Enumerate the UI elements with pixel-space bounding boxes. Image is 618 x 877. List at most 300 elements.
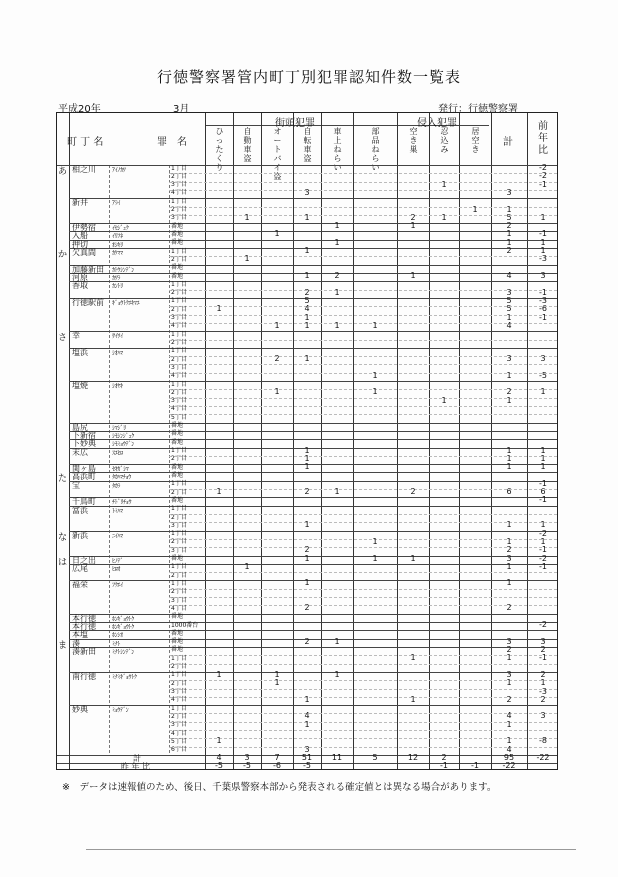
count-cell: 1 bbox=[304, 271, 310, 281]
crime-column-header: 自転車盗 bbox=[303, 127, 312, 163]
count-cell: 3 bbox=[304, 744, 310, 754]
count-cell: 1 bbox=[244, 561, 250, 571]
count-cell: 5 bbox=[506, 295, 512, 305]
issuer-label: 発行：行徳警察署 bbox=[438, 104, 518, 115]
town-name: 香取 bbox=[72, 281, 88, 291]
chome-label: 番地 bbox=[171, 239, 184, 247]
chome-label: 3丁目 bbox=[171, 596, 187, 604]
count-cell: 2 bbox=[540, 694, 546, 704]
count-cell: 2 bbox=[506, 545, 512, 555]
chome-label: 番地 bbox=[171, 272, 184, 280]
town-kana: ﾐﾅﾐｷﾞｮｳﾄｸ bbox=[112, 673, 137, 681]
row-divider bbox=[169, 697, 557, 698]
column-rule bbox=[69, 113, 70, 769]
count-cell: 4 bbox=[304, 711, 310, 721]
count-cell: 4 bbox=[506, 711, 512, 721]
town-name: 宝 bbox=[72, 480, 80, 490]
town-divider bbox=[69, 497, 557, 498]
town-divider bbox=[69, 506, 557, 507]
count-cell: 3 bbox=[304, 187, 310, 197]
chome-label: 番地 bbox=[171, 264, 184, 272]
count-cell: 1 bbox=[506, 736, 512, 746]
count-cell: 1 bbox=[410, 271, 416, 281]
count-cell: -1 bbox=[539, 287, 547, 297]
town-kana: ｾｷｶﾞｼﾏ bbox=[112, 466, 129, 474]
chome-label: 番地 bbox=[171, 471, 184, 479]
town-kana: ｶﾜﾗ bbox=[112, 275, 121, 283]
row-divider bbox=[169, 315, 557, 316]
total-value: 11 bbox=[331, 753, 343, 762]
town-divider bbox=[69, 705, 557, 706]
town-name: 本行徳 bbox=[72, 622, 96, 632]
chome-label: 2丁目 bbox=[171, 289, 187, 297]
column-rule bbox=[527, 113, 528, 769]
count-cell: 1 bbox=[372, 387, 378, 397]
count-cell: 1 bbox=[244, 212, 250, 222]
count-cell: 1 bbox=[506, 561, 512, 571]
town-divider bbox=[69, 281, 557, 282]
town-name: 湊 bbox=[72, 638, 80, 648]
totals-label: 計 bbox=[133, 754, 141, 763]
row-divider bbox=[169, 589, 557, 590]
chome-label: 1丁目 bbox=[171, 671, 187, 679]
chome-label: 2丁目 bbox=[171, 388, 187, 396]
count-cell: 4 bbox=[506, 320, 512, 330]
count-cell: -1 bbox=[539, 495, 547, 505]
town-kana: ｼｵﾊﾏ bbox=[112, 349, 123, 357]
chome-label: 2丁目 bbox=[171, 538, 187, 546]
crime-column-header: オートバイ盗 bbox=[273, 127, 282, 181]
town-name: 富浜 bbox=[72, 505, 88, 515]
count-cell: 1 bbox=[274, 669, 280, 679]
row-divider bbox=[169, 389, 557, 390]
chome-label: 1丁目 bbox=[171, 347, 187, 355]
town-divider bbox=[69, 481, 557, 482]
count-cell: 1 bbox=[506, 453, 512, 463]
town-name: 千鳥町 bbox=[72, 497, 96, 507]
town-kana: ｲｾｼﾞｭｸ bbox=[112, 225, 129, 233]
count-cell: -1 bbox=[539, 312, 547, 322]
town-kana: ｶｹﾏﾏ bbox=[112, 250, 123, 258]
chome-label: 1丁目 bbox=[171, 579, 187, 587]
count-cell: 1 bbox=[334, 669, 340, 679]
section-label: ま bbox=[58, 640, 68, 651]
section-label: か bbox=[58, 250, 68, 261]
town-divider bbox=[69, 622, 557, 623]
count-cell: 1 bbox=[441, 212, 447, 222]
count-cell: 1 bbox=[506, 678, 512, 688]
total-column-header: 計 bbox=[503, 137, 513, 148]
row-divider bbox=[169, 414, 557, 415]
count-cell: 2 bbox=[304, 603, 310, 613]
column-rule bbox=[233, 113, 234, 769]
count-cell: -5 bbox=[539, 370, 547, 380]
chome-label: 2丁目 bbox=[171, 355, 187, 363]
count-cell: 1 bbox=[506, 653, 512, 663]
count-cell: 1 bbox=[506, 395, 512, 405]
town-kana: ｻｲﾜｲ bbox=[112, 333, 123, 341]
section-label: は bbox=[58, 557, 68, 568]
chome-label: 2丁目 bbox=[171, 571, 187, 579]
row-divider bbox=[169, 713, 557, 714]
town-kana: ﾐﾅﾄｼﾝﾃﾞﾝ bbox=[112, 648, 134, 656]
count-cell: 2 bbox=[334, 271, 340, 281]
count-cell: 1 bbox=[274, 387, 280, 397]
count-cell: 2 bbox=[410, 212, 416, 222]
town-divider bbox=[69, 331, 557, 332]
town-divider bbox=[69, 439, 557, 440]
count-cell: 1 bbox=[304, 694, 310, 704]
chome-label: 番地 bbox=[171, 463, 184, 471]
chome-label: 3丁目 bbox=[171, 721, 187, 729]
count-cell: 2 bbox=[304, 287, 310, 297]
count-cell: 1 bbox=[304, 312, 310, 322]
row-divider bbox=[169, 323, 557, 324]
town-name: 幸 bbox=[72, 331, 80, 341]
town-name: 伊勢宿 bbox=[72, 223, 96, 233]
chome-label: 4丁目 bbox=[171, 372, 187, 380]
chome-label: 番地 bbox=[171, 422, 184, 430]
count-cell: 1 bbox=[216, 736, 222, 746]
chome-label: 1丁目 bbox=[171, 447, 187, 455]
column-rule bbox=[205, 113, 206, 769]
town-name: 塩浜 bbox=[72, 347, 88, 357]
chome-label: 2丁目 bbox=[171, 588, 187, 596]
town-kana: ﾄﾐﾊﾏ bbox=[112, 507, 123, 515]
column-rule bbox=[293, 113, 294, 769]
count-cell: -1 bbox=[539, 561, 547, 571]
count-cell: 2 bbox=[506, 603, 512, 613]
count-cell: 1 bbox=[274, 320, 280, 330]
town-kana: ｷﾞｮｳﾄｸｴｷﾏｴ bbox=[112, 299, 140, 307]
count-cell: 1 bbox=[540, 462, 546, 472]
town-name: 妙典 bbox=[72, 705, 88, 715]
total-value: 3 bbox=[244, 753, 250, 762]
count-cell: 5 bbox=[506, 212, 512, 222]
count-cell: 1 bbox=[540, 237, 546, 247]
chome-label: 2丁目 bbox=[171, 255, 187, 263]
street-crime-header: 街頭犯罪 bbox=[275, 118, 315, 129]
count-cell: 1 bbox=[216, 304, 222, 314]
count-cell: 1 bbox=[304, 719, 310, 729]
crime-column-header: 居空き bbox=[471, 127, 480, 154]
town-name: 高浜町 bbox=[72, 472, 96, 482]
count-cell: 1 bbox=[410, 694, 416, 704]
total-value: 5 bbox=[372, 753, 378, 762]
column-rule bbox=[429, 113, 430, 769]
town-divider bbox=[69, 265, 557, 266]
count-cell: 1 bbox=[304, 520, 310, 530]
chome-label: 1丁目 bbox=[171, 280, 187, 288]
town-kana: ﾀｶﾊﾏﾁｮｳ bbox=[112, 474, 131, 482]
count-cell: 3 bbox=[506, 636, 512, 646]
town-name: 河原 bbox=[72, 273, 88, 283]
yoy-value: -5 bbox=[303, 761, 311, 770]
chome-label: 4丁目 bbox=[171, 729, 187, 737]
count-cell: -1 bbox=[539, 478, 547, 488]
row-divider bbox=[169, 398, 557, 399]
row-divider bbox=[169, 256, 557, 257]
count-cell: 1 bbox=[304, 354, 310, 364]
chome-label: 番地 bbox=[171, 230, 184, 238]
chome-label: 番地 bbox=[171, 222, 184, 230]
count-cell: 2 bbox=[274, 354, 280, 364]
crime-column-header: 部品ねらい bbox=[371, 127, 380, 172]
town-kana: ｼﾏｼﾞﾘ bbox=[112, 424, 126, 432]
chome-label: 2丁目 bbox=[171, 172, 187, 180]
row-divider bbox=[169, 747, 557, 748]
chome-label: 番地 bbox=[171, 646, 184, 654]
chome-label: 3丁目 bbox=[171, 397, 187, 405]
count-cell: 1 bbox=[372, 553, 378, 563]
count-cell: 1 bbox=[274, 678, 280, 688]
count-cell: 3 bbox=[506, 187, 512, 197]
count-cell: 1 bbox=[506, 536, 512, 546]
yoy-value: -5 bbox=[215, 761, 223, 770]
row-divider bbox=[169, 182, 557, 183]
count-cell: 1 bbox=[540, 536, 546, 546]
count-cell: 1 bbox=[304, 246, 310, 256]
row-divider bbox=[169, 680, 557, 681]
town-name: 新井 bbox=[72, 198, 88, 208]
town-kana: ﾆｲﾊﾏ bbox=[112, 532, 123, 540]
town-kana: ｲﾘﾌﾈ bbox=[112, 233, 123, 241]
row-divider bbox=[169, 207, 557, 208]
count-cell: 1 bbox=[540, 445, 546, 455]
row-divider bbox=[169, 597, 557, 598]
town-name: 相之川 bbox=[72, 165, 96, 174]
crime-column-header: ひったくり bbox=[215, 127, 224, 172]
chome-label: 番地 bbox=[171, 496, 184, 504]
count-cell: 2 bbox=[506, 246, 512, 256]
row-divider bbox=[169, 340, 557, 341]
count-cell: 1 bbox=[540, 212, 546, 222]
town-kana: ﾋﾛｵ bbox=[112, 565, 121, 573]
town-kana: ｼﾓﾐｮｳﾃﾞﾝ bbox=[112, 441, 134, 449]
count-cell: 1 bbox=[274, 229, 280, 239]
town-divider bbox=[69, 630, 557, 631]
town-kana: ﾎﾝｷﾞｮｳﾄｸ bbox=[112, 615, 134, 623]
row-divider bbox=[169, 539, 557, 540]
town-divider bbox=[69, 423, 557, 424]
count-cell: -2 bbox=[539, 620, 547, 630]
section-label: た bbox=[58, 474, 68, 485]
row-divider bbox=[169, 522, 557, 523]
count-cell: 1 bbox=[304, 453, 310, 463]
town-name: 行徳駅前 bbox=[72, 297, 104, 307]
town-divider bbox=[69, 198, 557, 199]
row-divider bbox=[169, 730, 557, 731]
count-cell: 2 bbox=[540, 644, 546, 654]
count-cell: 1 bbox=[506, 462, 512, 472]
intrusion-crime-header: 侵入犯罪 bbox=[417, 118, 457, 129]
yoy-value: -22 bbox=[502, 761, 516, 770]
chome-label: 3丁目 bbox=[171, 521, 187, 529]
count-cell: -2 bbox=[539, 553, 547, 563]
chome-label: 番地 bbox=[171, 629, 184, 637]
count-cell: 3 bbox=[540, 636, 546, 646]
sub-column-rule bbox=[109, 165, 110, 753]
footnote: ※ データは速報値のため、後日、千葉県警察本部から発表される確定値とは異なる場合があります。 bbox=[62, 782, 497, 793]
sub-column-rule bbox=[169, 165, 170, 753]
chome-label: 1丁目 bbox=[171, 330, 187, 338]
count-cell: 4 bbox=[304, 304, 310, 314]
yoy-value: -1 bbox=[440, 761, 448, 770]
chome-label: 1丁目 bbox=[171, 654, 187, 662]
chome-label: 1丁目 bbox=[171, 505, 187, 513]
town-kana: ｱﾗｲ bbox=[112, 200, 121, 208]
count-cell: 1 bbox=[216, 669, 222, 679]
total-value: 4 bbox=[216, 753, 222, 762]
chome-label: 1丁目 bbox=[171, 530, 187, 538]
section-label: あ bbox=[58, 167, 68, 177]
crime-column-header: 忍込み bbox=[440, 127, 449, 154]
count-cell: 1 bbox=[506, 719, 512, 729]
chome-label: 1丁目 bbox=[171, 380, 187, 388]
town-name: 入船 bbox=[72, 231, 88, 241]
count-cell: 1 bbox=[304, 462, 310, 472]
count-cell: 1 bbox=[506, 312, 512, 322]
town-name: 新浜 bbox=[72, 530, 88, 540]
yoy-value: -5 bbox=[243, 761, 251, 770]
row-divider bbox=[169, 664, 557, 665]
row-divider bbox=[169, 373, 557, 374]
row-divider bbox=[169, 547, 557, 548]
row-divider bbox=[169, 456, 557, 457]
crime-column-header: 自動車盗 bbox=[243, 127, 252, 163]
count-cell: 1 bbox=[410, 553, 416, 563]
row-divider bbox=[169, 489, 557, 490]
row-divider bbox=[169, 514, 557, 515]
count-cell: 5 bbox=[304, 295, 310, 305]
chome-label: 2丁目 bbox=[171, 513, 187, 521]
town-name: 塩焼 bbox=[72, 381, 88, 391]
chome-label: 2丁目 bbox=[171, 679, 187, 687]
yoy-value: -6 bbox=[273, 761, 281, 770]
town-header: 町 丁 名 bbox=[67, 137, 104, 148]
count-cell: 4 bbox=[506, 744, 512, 754]
town-divider bbox=[69, 223, 557, 224]
column-rule bbox=[491, 113, 492, 769]
town-kana: ﾀｶﾗ bbox=[112, 482, 121, 490]
chome-label: 4丁目 bbox=[171, 604, 187, 612]
chome-label: 3丁目 bbox=[171, 546, 187, 554]
chome-label: 1丁目 bbox=[171, 563, 187, 571]
row-divider bbox=[169, 364, 557, 365]
chome-label: 2丁目 bbox=[171, 712, 187, 720]
chome-label: 4丁目 bbox=[171, 189, 187, 197]
town-kana: ｶﾝﾄﾘ bbox=[112, 283, 123, 291]
town-name: 広尾 bbox=[72, 563, 88, 573]
count-cell: 1 bbox=[334, 237, 340, 247]
section-label: な bbox=[58, 532, 68, 543]
town-divider bbox=[69, 231, 557, 232]
crime-header: 罪 名 bbox=[157, 137, 187, 148]
section-label: さ bbox=[58, 333, 68, 344]
total-value: 2 bbox=[441, 753, 447, 762]
column-rule bbox=[459, 113, 460, 769]
chome-label: 3丁目 bbox=[171, 314, 187, 322]
count-cell: -1 bbox=[539, 545, 547, 555]
chome-label: 5丁目 bbox=[171, 737, 187, 745]
town-name: 加藤新田 bbox=[72, 264, 104, 274]
count-cell: 1 bbox=[540, 678, 546, 688]
count-cell: -3 bbox=[539, 254, 547, 264]
town-kana: ｵｼｷﾘ bbox=[112, 241, 123, 249]
town-divider bbox=[69, 165, 557, 166]
row-divider bbox=[169, 572, 557, 573]
column-rule bbox=[321, 113, 322, 769]
count-cell: 1 bbox=[506, 445, 512, 455]
chome-label: 2丁目 bbox=[171, 305, 187, 313]
count-cell: 2 bbox=[540, 669, 546, 679]
year-label: 平成20年 bbox=[58, 104, 101, 115]
count-cell: 1 bbox=[506, 204, 512, 214]
row-divider bbox=[169, 290, 557, 291]
yoy-value: -1 bbox=[471, 761, 479, 770]
count-cell: 3 bbox=[540, 354, 546, 364]
yoy-label: 昨 年 比 bbox=[121, 762, 151, 771]
chome-label: 1丁目 bbox=[171, 297, 187, 305]
chome-label: 4丁目 bbox=[171, 405, 187, 413]
count-cell: 2 bbox=[304, 487, 310, 497]
count-cell: 2 bbox=[410, 487, 416, 497]
bottom-rule bbox=[86, 849, 576, 850]
count-cell: 1 bbox=[506, 370, 512, 380]
chome-label: 4丁目 bbox=[171, 696, 187, 704]
count-cell: 1 bbox=[372, 370, 378, 380]
chome-label: 1丁目 bbox=[171, 164, 187, 172]
crime-column-header: 車上ねらい bbox=[333, 127, 342, 172]
column-rule bbox=[353, 113, 354, 769]
count-cell: 4 bbox=[506, 271, 512, 281]
count-cell: 1 bbox=[410, 653, 416, 663]
town-name: 下妙典 bbox=[72, 439, 96, 449]
town-name: 本塩 bbox=[72, 630, 88, 640]
town-kana: ｱｲﾉｶﾜ bbox=[112, 167, 126, 174]
town-kana: ｼｵﾔｷ bbox=[112, 383, 123, 391]
count-cell: 1 bbox=[334, 636, 340, 646]
count-cell: 1 bbox=[334, 287, 340, 297]
count-cell: 1 bbox=[506, 520, 512, 530]
count-cell: -8 bbox=[539, 736, 547, 746]
count-cell: 3 bbox=[506, 669, 512, 679]
count-cell: 3 bbox=[506, 553, 512, 563]
chome-label: 1丁目 bbox=[171, 247, 187, 255]
row-divider bbox=[169, 356, 557, 357]
column-rule bbox=[261, 113, 262, 769]
count-cell: 1 bbox=[540, 453, 546, 463]
chome-label: 2丁目 bbox=[171, 488, 187, 496]
town-divider bbox=[69, 647, 557, 648]
count-cell: 1 bbox=[304, 212, 310, 222]
chome-label: 番地 bbox=[171, 638, 184, 646]
town-kana: ﾎﾝｼｵ bbox=[112, 632, 123, 640]
crime-count-table bbox=[56, 112, 558, 770]
town-name: 下新宿 bbox=[72, 430, 96, 440]
town-kana: ｶﾄｳｼﾝﾃﾞﾝ bbox=[112, 266, 134, 274]
total-value: 51 bbox=[301, 753, 313, 762]
town-name: 日之出 bbox=[72, 555, 96, 565]
count-cell: 1 bbox=[372, 320, 378, 330]
count-cell: 1 bbox=[540, 246, 546, 256]
town-divider bbox=[69, 672, 557, 673]
town-divider bbox=[69, 472, 557, 473]
count-cell: 1 bbox=[506, 237, 512, 247]
town-divider bbox=[69, 240, 557, 241]
count-cell: 1 bbox=[334, 487, 340, 497]
chome-label: 5丁目 bbox=[171, 413, 187, 421]
